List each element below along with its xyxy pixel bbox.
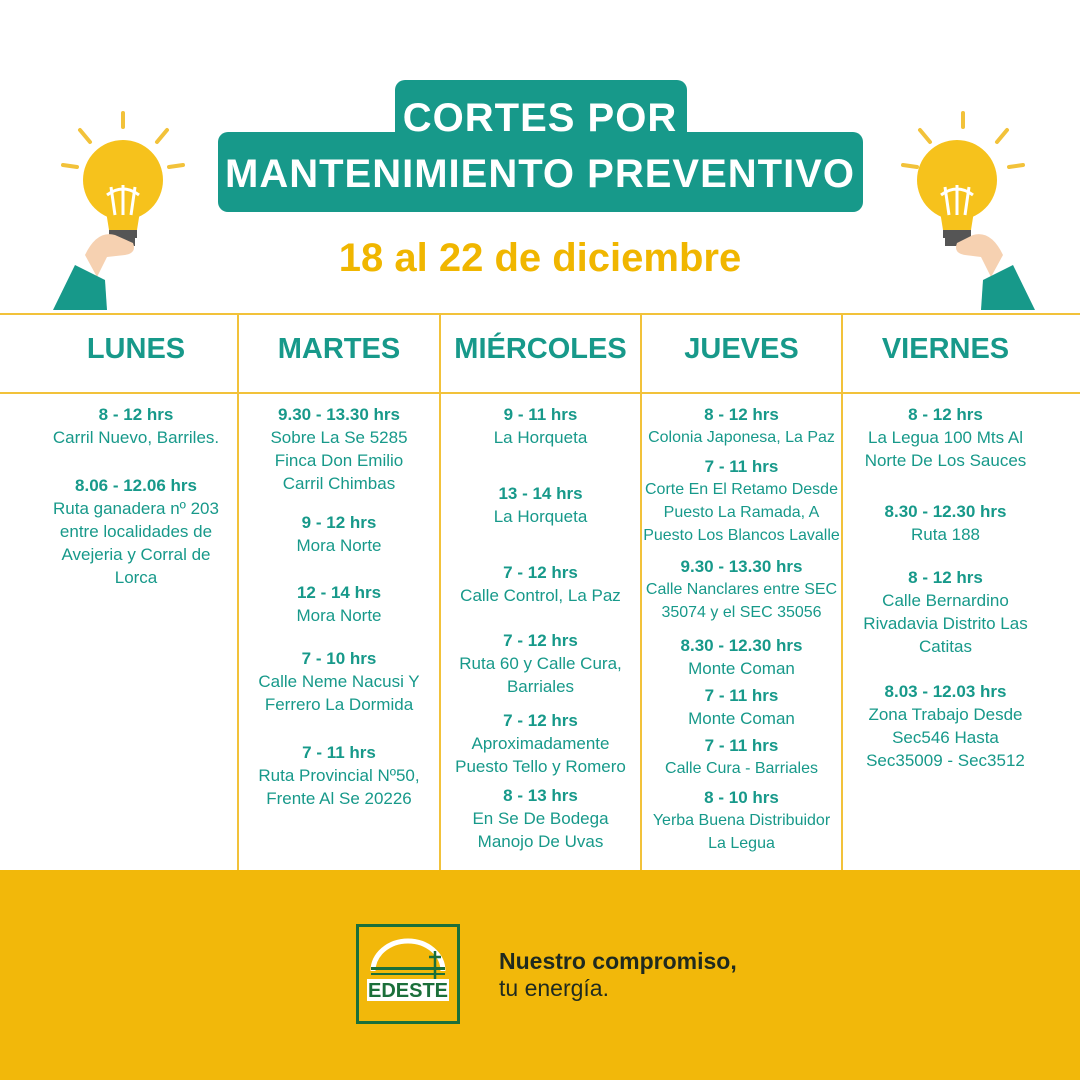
entry-time: 8.03 - 12.03 hrs [884, 682, 1007, 701]
schedule-entry [441, 561, 640, 607]
entry-place: Carril Nuevo, Barriles. [52, 428, 220, 447]
entry-place: Monte Coman [688, 709, 795, 728]
column-viernes [843, 403, 1048, 772]
table-header-line [0, 392, 1080, 394]
schedule-entry [441, 403, 640, 449]
entry-place: La Legua 100 Mts Al Norte De Los Sauces [864, 428, 1027, 470]
date-range: 18 al 22 de diciembre [338, 236, 742, 280]
schedule-entry [239, 403, 439, 495]
column-header-miercoles: MIÉRCOLES [454, 333, 627, 365]
entry-place: La Horqueta [493, 507, 588, 526]
column-header-lunes: LUNES [86, 333, 186, 365]
entry-time: 8 - 10 hrs [704, 788, 779, 807]
entry-time: 13 - 14 hrs [498, 484, 583, 503]
entry-time: 8 - 12 hrs [908, 405, 983, 424]
schedule-entry [843, 500, 1048, 546]
entry-place: Calle Nanclares entre SEC 35074 y el SEC 35056 [645, 581, 838, 621]
entry-time: 8.06 - 12.06 hrs [75, 476, 197, 495]
entry-time: 7 - 12 hrs [503, 563, 578, 582]
hand-right-icon [956, 234, 1003, 277]
entry-place: Monte Coman [688, 659, 795, 678]
edeste-logo-icon [359, 927, 457, 1021]
entry-place: Ruta ganadera nº 203 entre localidades de Avejeria y Corral de Lorca [53, 499, 219, 587]
entry-time: 9 - 11 hrs [503, 405, 578, 424]
lightbulb-right-icon [885, 105, 1045, 320]
entry-time: 9 - 12 hrs [301, 513, 377, 532]
schedule-entry [20, 474, 252, 589]
table-top-line [0, 313, 1080, 315]
entry-time: 8 - 13 hrs [503, 786, 578, 805]
hand-left-icon [85, 234, 134, 277]
lightbulb-left-icon [45, 105, 205, 320]
title-line-2: MANTENIMIENTO PREVENTIVO [225, 152, 855, 196]
entry-place: Ruta 188 [911, 525, 980, 544]
entry-place: En Se De Bodega Manojo De Uvas [472, 809, 609, 851]
entry-place: Ruta Provincial Nº50, Frente Al Se 20226 [258, 766, 420, 808]
slogan-line-2: tu energía. [499, 975, 609, 1001]
entry-time: 7 - 12 hrs [503, 631, 578, 650]
entry-place: Mora Norte [296, 536, 382, 555]
title-line-1: CORTES POR [402, 96, 678, 140]
entry-time: 8 - 12 hrs [98, 405, 174, 424]
entry-time: 7 - 10 hrs [301, 649, 377, 668]
entry-time: 7 - 12 hrs [503, 711, 578, 730]
entry-place: Calle Cura - Barriales [665, 760, 818, 777]
entry-place: Calle Control, La Paz [460, 586, 621, 605]
schedule-entry [239, 581, 439, 627]
schedule-entry [642, 634, 841, 680]
entry-place: Yerba Buena Distribuidor La Legua [652, 812, 831, 852]
entry-place: Sobre La Se 5285 Finca Don Emilio Carril Chimbas [270, 428, 408, 493]
column-header-martes: MARTES [277, 333, 401, 365]
entry-time: 7 - 11 hrs [704, 736, 779, 755]
entry-time: 9.30 - 13.30 hrs [278, 405, 400, 424]
entry-place: Corte En El Retamo Desde Puesto La Ramada, A Puesto Los Blancos Lavalle [643, 481, 840, 544]
schedule-entry [441, 709, 640, 778]
entry-place: Ruta 60 y Calle Cura, Barriales [459, 654, 622, 696]
schedule-entry [239, 647, 439, 716]
schedule-entry [642, 786, 841, 855]
schedule-entry [239, 741, 439, 810]
entry-time: 7 - 11 hrs [704, 686, 779, 705]
entry-time: 8 - 12 hrs [704, 405, 779, 424]
schedule-entry [642, 403, 841, 449]
entry-place: Aproximadamente Puesto Tello y Romero [455, 734, 626, 776]
entry-place: Colonia Japonesa, La Paz [648, 429, 835, 446]
column-jueves [642, 403, 841, 855]
schedule-entry [642, 734, 841, 780]
entry-time: 8 - 12 hrs [908, 568, 983, 587]
column-header-viernes: VIERNES [881, 333, 1010, 365]
entry-place: Zona Trabajo Desde Sec546 Hasta Sec35009 - Sec3512 [866, 705, 1025, 770]
edeste-logo [356, 924, 460, 1024]
entry-time: 9.30 - 13.30 hrs [680, 557, 803, 576]
slogan [499, 948, 737, 1002]
schedule-entry [441, 482, 640, 528]
entry-place: Calle Neme Nacusi Y Ferrero La Dormida [258, 672, 420, 714]
column-miercoles [441, 403, 640, 853]
slogan-line-1: Nuestro compromiso, [499, 948, 737, 974]
schedule-entry [843, 403, 1048, 472]
column-lunes [20, 403, 252, 589]
entry-place: La Horqueta [493, 428, 588, 447]
entry-time: 7 - 11 hrs [704, 457, 779, 476]
column-header-jueves: JUEVES [684, 333, 799, 365]
schedule-entry [642, 555, 841, 624]
schedule-entry [20, 403, 252, 449]
schedule-entry [642, 455, 841, 547]
logo-text: EDESTE [367, 980, 449, 1002]
schedule-entry [441, 629, 640, 698]
schedule-entry [843, 566, 1048, 658]
entry-place: Mora Norte [296, 606, 382, 625]
schedule-entry [642, 684, 841, 730]
entry-time: 8.30 - 12.30 hrs [680, 636, 803, 655]
entry-time: 8.30 - 12.30 hrs [884, 502, 1007, 521]
entry-time: 12 - 14 hrs [296, 583, 382, 602]
entry-time: 7 - 11 hrs [302, 743, 376, 762]
column-martes [239, 403, 439, 810]
schedule-entry [843, 680, 1048, 772]
schedule-entry [239, 511, 439, 557]
schedule-entry [441, 784, 640, 853]
entry-place: Calle Bernardino Rivadavia Distrito Las Catitas [863, 591, 1028, 656]
schedule-table [0, 313, 1080, 870]
